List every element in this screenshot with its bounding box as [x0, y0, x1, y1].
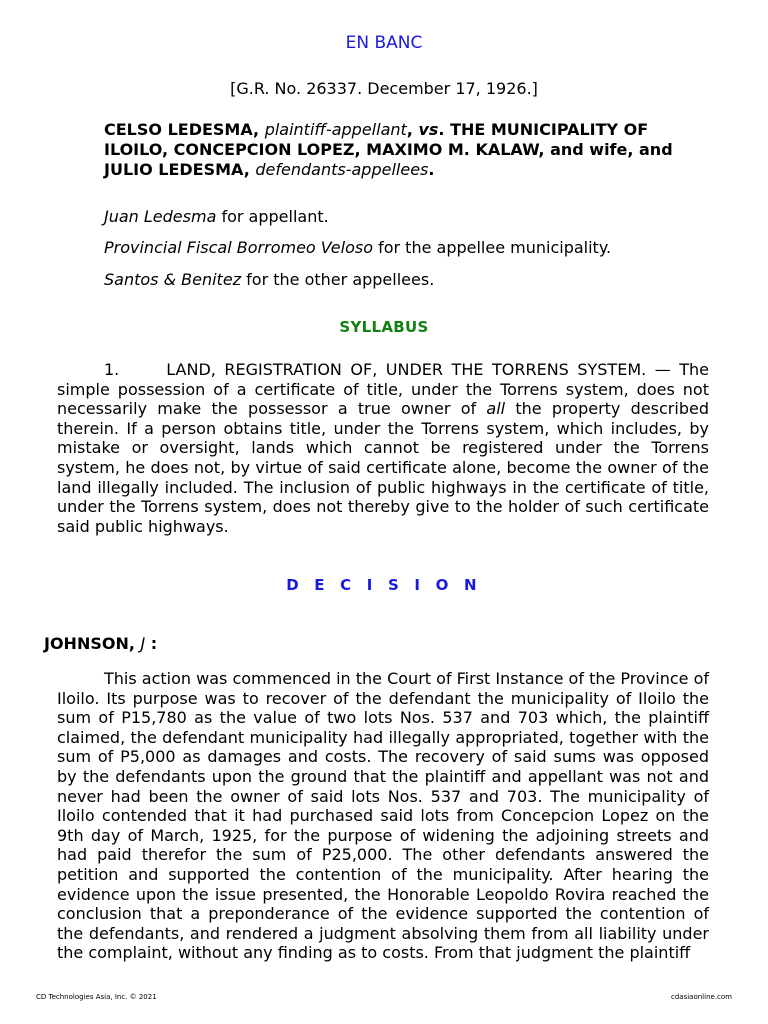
counsel-role: for appellant.	[221, 207, 329, 226]
footer-website: cdasiaonline.com	[671, 993, 732, 1001]
counsel-role: for the appellee municipality.	[378, 238, 612, 257]
syllabus-emphasis: all	[486, 399, 506, 419]
plaintiff-role: plaintiff-appellant	[264, 120, 407, 139]
syllabus-text-before: LAND, REGISTRATION OF, UNDER THE TORRENS SYSTEM. — The simple possession of a certificate of title, under the Torrens system, does not necessarily make the possessor a true owner of	[57, 360, 709, 419]
counsel-line	[104, 238, 724, 258]
justice-name: JOHNSON	[44, 634, 129, 653]
court-division: EN BANC	[345, 33, 423, 53]
defendants-names: THE MUNICIPALITY OF ILOILO, CONCEPCION LOPEZ, MAXIMO M. KALAW, and wife, and JULIO LEDESMA	[104, 120, 673, 179]
decision-paragraph-text: This action was commenced in the Court of First Instance of the Province of Iloilo. Its purpose was to recover of the defendant the municipality of Iloilo the sum of P15,780 as the value of two lots Nos. 537 and 703 which, the plaintiff claimed, the defendant municipality had illegally appropriated, together with the sum of P5,000 as damages and costs. The recovery of said sums was opposed by the defendants upon the ground that the plaintiff and appellant was not and never had been the owner of said lots Nos. 537 and 703. The municipality of Iloilo contended that it had purchased said lots from Concepcion Lopez on the 9th day of March, 1925, for the purpose of widening the adjoining streets and had paid therefor the sum of P25,000. The other defendants answered the petition and supported the contention of the municipality. After hearing the evidence upon the issue presented, the Honorable Leopoldo Rovira reached the conclusion that a preponderance of the evidence supported the contention of the defendants, and rendered a judgment absolving them from all liability under the complaint, without any finding as to costs. From that judgment the plaintiff	[57, 669, 709, 963]
plaintiff-name: CELSO LEDESMA	[104, 120, 254, 139]
syllabus-heading: SYLLABUS	[339, 318, 429, 336]
case-number: [G.R. No. 26337. December 17, 1926.]	[230, 79, 538, 98]
counsel-line	[104, 207, 724, 227]
counsel-role: for the other appellees.	[246, 270, 435, 289]
counsel-name: Santos & Benitez	[104, 270, 242, 289]
versus: vs	[418, 120, 439, 139]
counsel-name: Provincial Fiscal Borromeo Veloso	[104, 238, 373, 257]
case-parties: CELSO LEDESMA, plaintiff-appellant, vs. THE MUNICIPALITY OF ILOILO, CONCEPCION LOPEZ, MAXIMO M. KALAW, and wife, and JULIO LEDESMA, defendants-appellees.	[104, 120, 673, 179]
syllabus-number: 1.	[104, 360, 120, 379]
justice-suffix: J	[140, 634, 146, 653]
decision-heading: D E C I S I O N	[286, 576, 482, 594]
defendants-role: defendants-appellees	[255, 160, 429, 179]
decision-paragraph	[57, 669, 709, 963]
counsel-name: Juan Ledesma	[104, 207, 217, 226]
syllabus-item	[57, 360, 709, 536]
footer-copyright: CD Technologies Asia, Inc. © 2021	[36, 993, 157, 1001]
ponente: JOHNSON, J :	[44, 634, 158, 653]
syllabus-text-after: the property described therein. If a person obtains title, under the Torrens system, which includes, by mistake or oversight, lands which cannot be registered under the Torrens system, he does not, by virtue of said certificate alone, become the owner of the land illegally included. The inclusion of public highways in the certificate of title, under the Torrens system, does not thereby give to the holder of such certificate said public highways.	[57, 399, 709, 536]
counsel-line	[104, 270, 724, 290]
